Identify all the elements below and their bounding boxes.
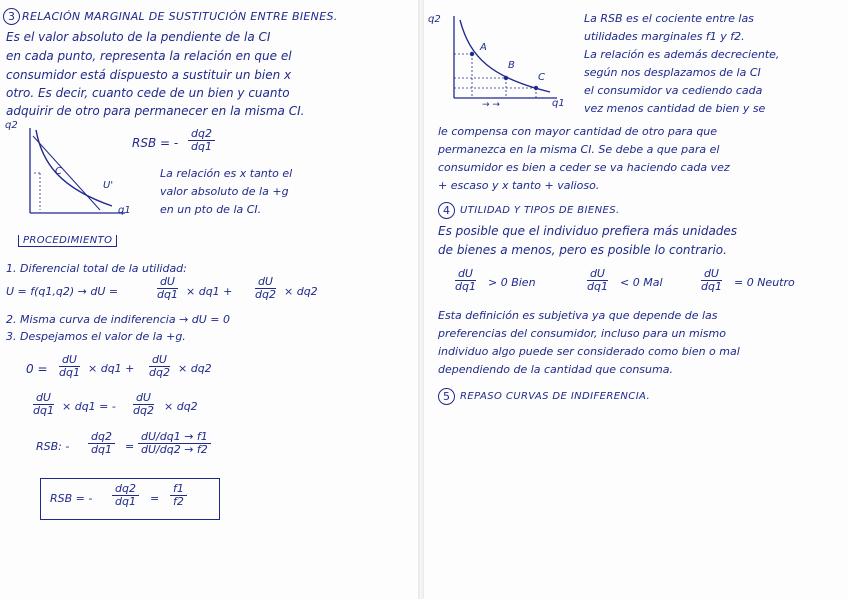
point-a-label: A [480, 42, 487, 53]
rsb-cont-line-2: permanezca en la misma CI. Se debe a que para el [438, 143, 720, 156]
rsb-text-line-2: utilidades marginales f1 y f2. [584, 30, 745, 43]
cond-1-num: dU [455, 268, 476, 281]
du-num: dU [157, 276, 178, 289]
section-3-number: 3 [3, 8, 20, 25]
cond-2-relation: < 0 Mal [620, 276, 663, 289]
rsb-def-lhs: RSB = - [132, 136, 179, 150]
step-1-du-dq1 [154, 276, 181, 301]
section-5-title: REPASO CURVAS DE INDIFERENCIA. [460, 391, 651, 402]
step-1-times-dq1: × dq1 + [186, 285, 233, 298]
cond-1-fraction [452, 268, 479, 293]
eq-zero-du-dq1 [56, 354, 83, 379]
eq-two-times-dq1: × dq1 = - [62, 400, 116, 413]
step-1-equation-lhs: U = f(q1,q2) → dU = [6, 285, 119, 298]
right-page [424, 0, 848, 599]
rsb-eq-dq2-dq1 [88, 431, 115, 456]
final-f1-f2 [170, 483, 187, 508]
rsb-text-line-5: el consumidor va cediendo cada [584, 84, 763, 97]
section-3-line-4: otro. Es decir, cuanto cede de un bien y cuanto [6, 86, 290, 100]
rsb-eq-equals: = [125, 440, 135, 453]
section-3-line-2: en cada punto, representa la relación en que el [6, 49, 292, 63]
sketch-curve-label-u: U' [103, 180, 114, 191]
final-dq2-dq1 [112, 483, 139, 508]
rsb-eq-lhs: RSB: - [36, 440, 70, 453]
procedure-step-3: 3. Despejamos el valor de la +g. [6, 330, 186, 343]
definition-line-2: preferencias del consumidor, incluso para un mismo [438, 327, 726, 340]
procedure-step-1: 1. Diferencial total de la utilidad: [6, 262, 187, 275]
rsb-def-fraction [188, 128, 215, 153]
dq2-den: dq2 [255, 288, 276, 301]
rsb-text-line-1: La RSB es el cociente entre las [584, 12, 754, 25]
rsb-note-line-2: valor absoluto de la +g [160, 185, 289, 198]
section-4-line-1: Es posible que el individuo prefiera más unidades [438, 224, 738, 238]
dq1-den-3: dq1 [59, 366, 80, 379]
dq2-den-4: dq2 [149, 366, 170, 379]
du-num-3: dU [59, 354, 80, 367]
rsb-cont-line-3: consumidor es bien a ceder se va haciendo cada vez [438, 161, 730, 174]
definition-line-1: Esta definición es subjetiva ya que depende de las [438, 309, 718, 322]
rsb-text-line-3: La relación es además decreciente, [584, 48, 780, 61]
step-1-du-dq2 [252, 276, 279, 301]
cond-3-den: dq1 [701, 280, 722, 293]
final-rsb-lhs: RSB = - [50, 492, 93, 505]
section-3-line-5: adquirir de otro para permanecer en la misma CI. [6, 104, 305, 118]
rsb-cont-line-1: le compensa con mayor cantidad de otro para que [438, 125, 718, 138]
cond-3-num: dU [701, 268, 722, 281]
section-5-number: 5 [438, 388, 455, 405]
section-3-line-3: consumidor está dispuesto a sustituir un bien x [6, 68, 292, 82]
rsb-note-line-1: La relación es x tanto el [160, 167, 293, 180]
rsb-text-line-6: vez menos cantidad de bien y se [584, 102, 766, 115]
dq1-den-7: dq1 [91, 443, 112, 456]
procedure-step-2: 2. Misma curva de indiferencia → dU = 0 [6, 313, 231, 326]
du-dq2-f2: dU/dq2 → f2 [141, 443, 208, 456]
dq2-num-8: dq2 [112, 483, 139, 496]
abc-y-label: q2 [428, 14, 441, 25]
dq2-den-6: dq2 [133, 404, 154, 417]
point-c-label: C [538, 72, 545, 83]
sketch-x-label: q1 [118, 205, 131, 216]
left-page [0, 0, 419, 599]
cond-1-den: dq1 [455, 280, 476, 293]
cond-1-relation: > 0 Bien [488, 276, 536, 289]
abc-indifference-curve-graph [432, 8, 562, 113]
abc-x-label: q1 [552, 98, 565, 109]
definition-line-3: individuo algo puede ser considerado como bien o mal [438, 345, 740, 358]
sketch-curve-label-c: C [55, 166, 62, 177]
point-b-label: B [508, 60, 515, 71]
dq1-den-8: dq1 [115, 495, 136, 508]
section-4-title: UTILIDAD Y TIPOS DE BIENES. [460, 205, 620, 216]
eq-two-du-dq2 [130, 392, 157, 417]
indifference-curve-sketch [0, 118, 140, 218]
rsb-cont-line-4: + escaso y x tanto + valioso. [438, 179, 600, 192]
procedure-title: PROCEDIMIENTO [18, 235, 117, 247]
du-num-2: dU [255, 276, 276, 289]
rsb-def-den: dq1 [191, 140, 212, 153]
f1-num: f1 [170, 483, 187, 496]
du-num-6: dU [133, 392, 154, 405]
dq1-den-5: dq1 [33, 404, 54, 417]
section-3-line-1: Es el valor absoluto de la pendiente de la CI [6, 30, 271, 44]
du-num-5: dU [33, 392, 54, 405]
eq-two-times-dq2: × dq2 [164, 400, 198, 413]
du-dq1-f1: dU/dq1 → f1 [138, 431, 211, 444]
sketch-y-label: q2 [5, 120, 18, 131]
step-1-times-dq2: × dq2 [284, 285, 318, 298]
eq-two-du-dq1 [30, 392, 57, 417]
eq-zero-du-dq2 [146, 354, 173, 379]
eq-zero-lhs: 0 = [26, 362, 48, 376]
dq1-den: dq1 [157, 288, 178, 301]
du-num-4: dU [149, 354, 170, 367]
section-4-line-2: de bienes a menos, pero es posible lo contrario. [438, 243, 727, 257]
cond-2-den: dq1 [587, 280, 608, 293]
cond-3-relation: = 0 Neutro [734, 276, 795, 289]
rsb-text-line-4: según nos desplazamos de la CI [584, 66, 761, 79]
cond-2-fraction [584, 268, 611, 293]
abc-axis-arrows: → → [482, 100, 500, 110]
cond-3-fraction [698, 268, 725, 293]
section-4-number: 4 [438, 202, 455, 219]
eq-zero-times-dq2: × dq2 [178, 362, 212, 375]
section-3-title: RELACIÓN MARGINAL DE SUSTITUCIÓN ENTRE BIENES. [22, 10, 338, 23]
f2-den: f2 [173, 495, 184, 508]
rsb-eq-marginal-ratio [138, 431, 211, 456]
rsb-def-num: dq2 [188, 128, 215, 141]
cond-2-num: dU [587, 268, 608, 281]
definition-line-4: dependiendo de la cantidad que consuma. [438, 363, 673, 376]
final-equals: = [150, 492, 160, 505]
rsb-note-line-3: en un pto de la CI. [160, 203, 262, 216]
eq-zero-times-dq1: × dq1 + [88, 362, 135, 375]
dq2-num-7: dq2 [88, 431, 115, 444]
